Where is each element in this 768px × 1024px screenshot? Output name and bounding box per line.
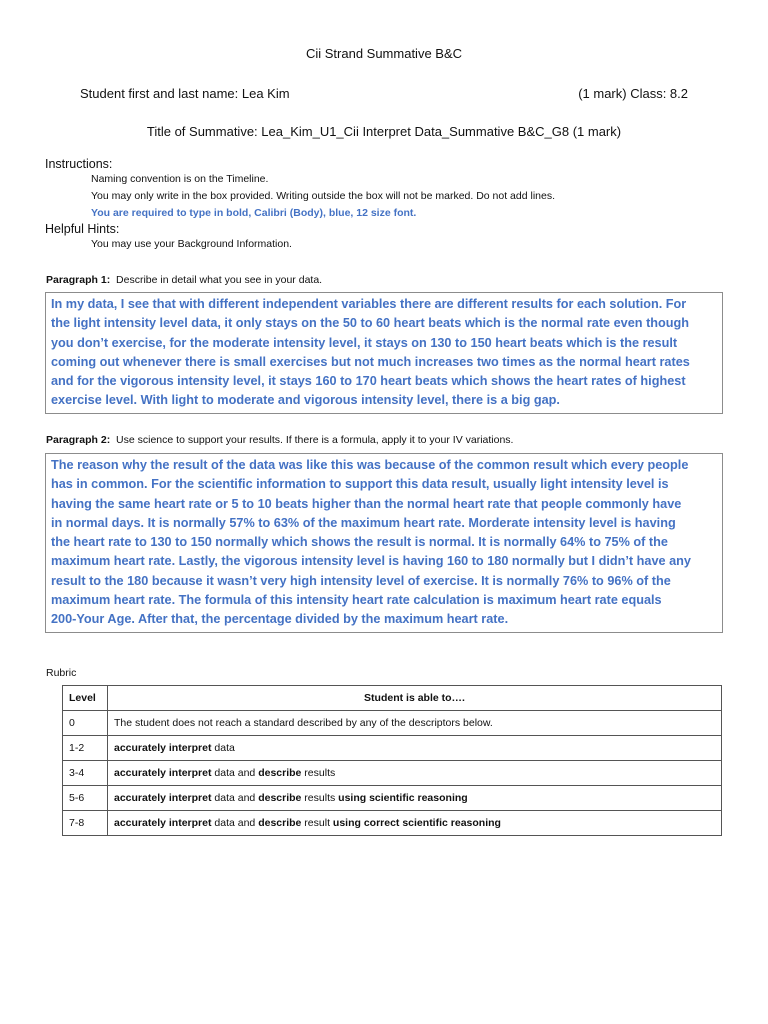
- answer-line: 200-Your Age. After that, the percentage divided by the maximum heart rate.: [51, 612, 509, 627]
- answer-line: the heart rate to 130 to 150 normally which shows the result is normal. It is normally 64% to 75% of the: [51, 535, 668, 550]
- document-title: Cii Strand Summative B&C: [305, 46, 463, 61]
- descriptor-text: results: [301, 792, 339, 804]
- descriptor-bold: using correct scientific reasoning: [332, 817, 501, 829]
- rubric-descriptor: [108, 761, 722, 786]
- descriptor-bold: accurately interpret: [114, 817, 212, 829]
- answer-line: The reason why the result of the data was like this was because of the common result which every people: [51, 458, 689, 472]
- helpful-hint-line: You may use your Background Information.: [91, 238, 292, 250]
- rubric-descriptor-header: Student is able to….: [108, 686, 722, 711]
- answer-line: in normal days. It is normally 57% to 63% of the maximum heart rate. Morderate intensity level is having: [51, 515, 676, 530]
- paragraph1-answer-box[interactable]: [45, 292, 723, 414]
- rubric-row: [63, 736, 722, 761]
- rubric-row: [63, 761, 722, 786]
- answer-line: maximum heart rate. The formula of this intensity heart rate calculation is maximum heart rate equals: [51, 593, 662, 608]
- descriptor-text: data and: [211, 792, 259, 804]
- rubric-row: [63, 811, 722, 836]
- rubric-level: 0: [63, 711, 108, 736]
- instructions-heading: Instructions:: [45, 157, 113, 171]
- descriptor-bold: accurately interpret: [114, 767, 212, 779]
- paragraph2-prompt: [46, 434, 513, 446]
- rubric-level: 5-6: [63, 786, 108, 811]
- instruction-line-blue: You are required to type in bold, Calibri (Body), blue, 12 size font.: [91, 207, 417, 219]
- descriptor-bold: using scientific reasoning: [338, 792, 468, 804]
- answer-line: you don’t exercise, for the moderate intensity level, it stays on 130 to 150 heart beats which is the result: [51, 335, 678, 350]
- descriptor-text: data: [211, 742, 235, 754]
- descriptor-text: data and: [211, 817, 259, 829]
- rubric-descriptor: [108, 736, 722, 761]
- paragraph1-prompt-text: Describe in detail what you see in your data.: [116, 274, 323, 286]
- rubric-descriptor: [108, 811, 722, 836]
- descriptor-bold: accurately interpret: [114, 792, 212, 804]
- rubric-table: [62, 685, 722, 836]
- descriptor-bold: describe: [258, 817, 302, 829]
- descriptor-text: data and: [211, 767, 259, 779]
- paragraph1-prompt: [46, 274, 322, 286]
- rubric-row: [63, 786, 722, 811]
- descriptor-text: result: [301, 817, 333, 829]
- instruction-line: Naming convention is on the Timeline.: [91, 173, 269, 185]
- rubric-descriptor: [108, 786, 722, 811]
- rubric-label: Rubric: [46, 667, 77, 679]
- rubric-header-row: [63, 686, 722, 711]
- rubric-level: 7-8: [63, 811, 108, 836]
- paragraph2-answer-box[interactable]: [45, 453, 723, 633]
- helpful-hints-heading: Helpful Hints:: [45, 222, 120, 236]
- answer-line: exercise level. With light to moderate and vigorous intensity level, there is a big gap.: [51, 393, 560, 408]
- rubric-row: [63, 711, 722, 736]
- answer-line: having the same heart rate or 5 to 10 beats higher than the normal heart rate that people commonly have: [51, 496, 682, 511]
- paragraph1-label: Paragraph 1:: [46, 274, 111, 286]
- descriptor-text: results: [301, 767, 336, 779]
- descriptor-bold: accurately interpret: [114, 742, 212, 754]
- answer-line: In my data, I see that with different independent variables there are different results for each solution. For: [51, 297, 687, 311]
- rubric-level: 3-4: [63, 761, 108, 786]
- instruction-line: You may only write in the box provided. Writing outside the box will not be marked. Do not add lines.: [91, 190, 556, 202]
- paragraph2-label: Paragraph 2:: [46, 434, 111, 446]
- answer-line: the light intensity level data, it only stays on the 50 to 60 heart beats which is the normal rate even though: [51, 316, 690, 331]
- rubric-descriptor: The student does not reach a standard described by any of the descriptors below.: [108, 711, 722, 736]
- rubric-level-header: Level: [63, 686, 108, 711]
- answer-line: has in common. For the scientific information to support this data result, usually light intensity level is: [51, 477, 669, 492]
- student-name-line: Student first and last name: Lea Kim: [80, 86, 290, 101]
- answer-line: and for the vigorous intensity level, it stays 160 to 170 heart beats which shows the heart rates of highest: [51, 374, 686, 389]
- descriptor-bold: describe: [258, 792, 302, 804]
- rubric-level: 1-2: [63, 736, 108, 761]
- descriptor-bold: describe: [258, 767, 302, 779]
- answer-line: result to the 180 because it wasn’t very high intensity level of exercise. It is normally 76% to 96% of the: [51, 573, 671, 588]
- class-line: (1 mark) Class: 8.2: [578, 86, 688, 101]
- summative-title-line: Title of Summative: Lea_Kim_U1_Cii Interpret Data_Summative B&C_G8 (1 mark): [146, 124, 622, 139]
- answer-line: coming out whenever there is small exercises but not much increases two times as the normal heart rates: [51, 354, 690, 369]
- paragraph2-prompt-text: Use science to support your results. If there is a formula, apply it to your IV variations.: [116, 434, 514, 446]
- answer-line: maximum heart rate. Lastly, the vigorous intensity level is having 160 to 180 normally but I didn’t have any: [51, 554, 691, 569]
